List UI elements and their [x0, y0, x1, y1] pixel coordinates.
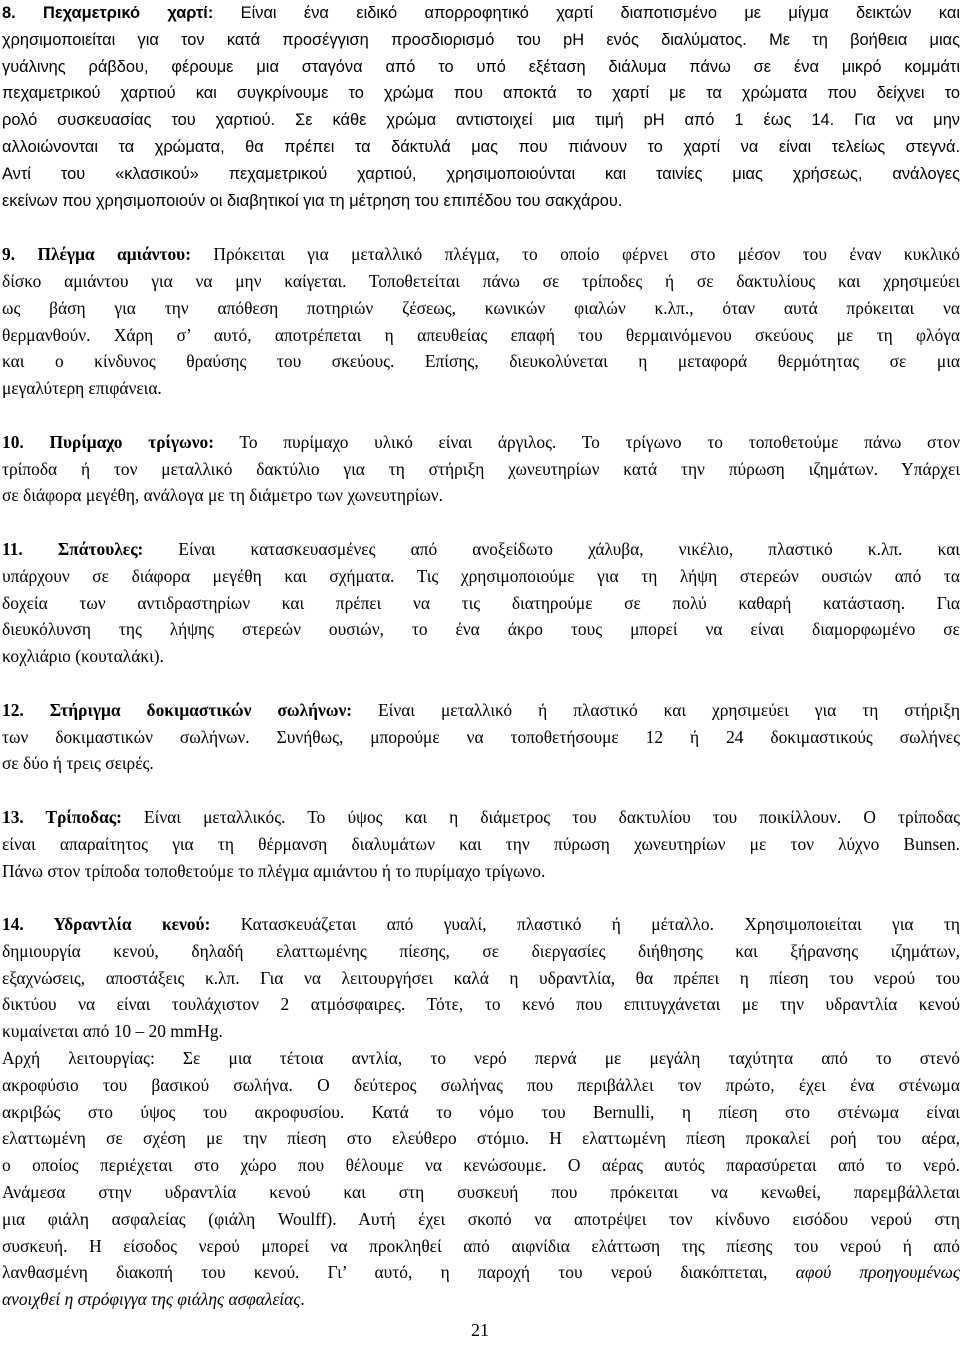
paragraph-gap: [0, 884, 960, 911]
item-9-title: Πλέγμα αμιάντου:: [37, 244, 191, 265]
paragraph-gap: [0, 777, 960, 804]
item-14-safety-line-2: μια φιάλη ασφαλείας (φιάλη Woulff). Αυτή έχει σκοπό να αποτρέψει τον κίνδυνο εισόδου νερού στη: [2, 1208, 960, 1229]
item-14-principle-line-3: ακριβώς στο ύψος του ακροφυσίου. Κατά το νόμο του Bernulli, η πίεση στο στένωμα είναι: [2, 1101, 960, 1122]
paragraph-gap: [0, 214, 960, 241]
item-14-principle-line-5: ο οποίος περιέχεται στο χώρο που θέλουμε να κενώσουμε. Ο αέρας αυτός παρασύρεται από το νερό.: [2, 1155, 960, 1176]
item-14-number: 14.: [2, 914, 54, 935]
item-14-safety-line-4: λανθασμένη διακοπή του κενού. Γι’ αυτό, η παροχή του νερού διακόπτεται, αφού προηγουμένως: [2, 1262, 960, 1283]
item-14-line-2: δημιουργία κενού, δηλαδή ελαττωμένης πίεσης, σε διεργασίες διήθησης και ξήρανσης ιζημάτων,: [2, 940, 960, 961]
item-12-number: 12.: [2, 699, 50, 720]
item-9-number: 9.: [2, 244, 38, 265]
item-13-line-3: Πάνω στον τρίποδα τοποθετούμε το πλέγμα αμιάντου ή το πυρίμαχο τρίγωνο.: [2, 860, 546, 881]
item-8-line-7: Αντί του «κλασικού» πεχαμετρικού χαρτιού, χρησιμοποιούνται και ταινίες μιας χρήσεως, ανάλογες: [2, 164, 960, 183]
item-8-line-2: χρησιμοποιείται για τον κατά προσέγγιση προσδιορισμό του pH ενός διαλύματος. Με τη βοήθεια μιας: [2, 30, 960, 49]
item-9-line-4: θερμανθούν. Χάρη σ’ αυτό, αποτρέπεται η απευθείας επαφή του θερμαινόμενου σκεύους με τη φλόγα: [2, 324, 960, 345]
item-14-safety-line-3: συσκευή. Η είσοδος νερού μπορεί να προκληθεί από αιφνίδια ελάττωση της πίεσης του νερού ή από: [2, 1235, 960, 1256]
item-13-line-2: είναι απαραίτητος για τη θέρμανση διαλυμάτων και την πύρωση χωνευτηρίων με τον λύχνο Bunsen.: [2, 833, 960, 854]
item-11-line-1: 11. Σπάτουλες: Είναι κατασκευασμένες από ανοξείδωτο χάλυβα, νικέλιο, πλαστικό κ.λπ. και: [2, 538, 960, 559]
item-9-line-6: μεγαλύτερη επιφάνεια.: [2, 378, 162, 399]
item-14-line-1: 14. Υδραντλία κενού: Κατασκευάζεται από γυαλί, πλαστικό ή μέταλλο. Χρησιμοποιείται για τη: [2, 914, 960, 935]
item-14-line-3: εξαχνώσεις, αποστάξεις κ.λπ. Για να λειτουργήσει καλά η υδραντλία, θα πρέπει η πίεση του νερού του: [2, 967, 960, 988]
item-14-title: Υδραντλία κενού:: [53, 914, 211, 935]
item-10-line-1: 10. Πυρίμαχο τρίγωνο: Το πυρίμαχο υλικό είναι άργιλος. Το τρίγωνο το τοποθετούμε πάνω στον: [2, 431, 960, 452]
item-12-line-3: σε δύο ή τρεις σειρές.: [2, 753, 154, 774]
item-9-line-1: 9. Πλέγμα αμιάντου: Πρόκειται για μεταλλικό πλέγμα, το οποίο φέρνει στο μέσον του έναν κυκλικό: [2, 244, 960, 265]
item-14-safety-line-1: Ανάμεσα στην υδραντλία κενού και στη συσκευή που πρόκειται να κενωθεί, παρεμβάλλεται: [2, 1182, 960, 1203]
italic-phrase: ανοιχθεί η στρόφιγγα της φιάλης ασφαλείας: [2, 1289, 301, 1310]
item-11-line-4: διευκόλυνση της λήψης στερεών ουσιών, το ένα άκρο τους μπορεί να είναι διαμορφωμένο σε: [2, 619, 960, 640]
item-8-line-5: ρολό συσκευασίας του χαρτιού. Σε κάθε χρώμα αντιστοιχεί μια τιμή pH από 1 έως 14. Για να μην: [2, 111, 960, 130]
item-13-line-1: 13. Τρίποδας: Είναι μεταλλικός. Το ύψος και η διάμετρος του δακτυλίου του ποικίλλουν. Ο τρίποδας: [2, 806, 960, 827]
item-14-line-4: δικτύου να είναι τουλάχιστον 2 ατμόσφαιρες. Τότε, το κενό που επιτυγχάνεται με την υδραντλία κενού: [2, 994, 960, 1015]
item-11-number: 11.: [2, 538, 58, 559]
item-9-line-2: δίσκο αμιάντου για να μην καίγεται. Τοποθετείται πάνω σε τρίποδες ή σε δακτυλίους και χρησιμεύει: [2, 270, 960, 291]
item-13-title: Τρίποδας:: [45, 806, 122, 827]
item-11-title: Σπάτουλες:: [57, 538, 144, 559]
item-8-line-6: αλλοιώνονται τα χρώματα, θα πρέπει τα δάκτυλά μας που πιάνουν το χαρτί να είναι τελείως στεγνά.: [2, 137, 960, 156]
item-10-line-2: τρίποδα ή τον μεταλλικό δακτύλιο για τη στήριξη χωνευτηρίων κατά την πύρωση ιζημάτων. Υπάρχει: [2, 458, 960, 479]
item-11-line-5: κοχλιάριο (κουταλάκι).: [2, 646, 164, 667]
item-11-line-2: υπάρχουν σε διάφορα μεγέθη και σχήματα. Τις χρησιμοποιούμε για τη λήψη στερεών ουσιών από τα: [2, 565, 960, 586]
item-9-line-5: και ο κίνδυνος θραύσης του σκεύους. Επίσης, διευκολύνεται η μεταφορά θερμότητας σε μια: [2, 351, 960, 372]
item-8-line-4: πεχαμετρικού χαρτιού και συγκρίνουμε το χρώμα που αποκτά το χαρτί με τα χρώματα που δείχνει το: [2, 84, 960, 103]
item-8-line-1: 8. Πεχαμετρικό χαρτί: Είναι ένα ειδικό απορροφητικό χαρτί διαποτισμένο με μίγμα δεικτών και: [2, 4, 960, 22]
item-14-line-5: κυμαίνεται από 10 – 20 mmHg.: [2, 1021, 223, 1042]
paragraph-gap: [0, 509, 960, 536]
item-8-heading: 8. Πεχαμετρικό χαρτί:: [2, 4, 214, 22]
item-10-title: Πυρίμαχο τρίγωνο:: [49, 431, 215, 452]
item-10-number: 10.: [2, 431, 50, 452]
item-14-principle-line-4: ελαττωμένη σε σχέση με την πίεση στο ελεύθερο στόμιο. Η ελαττωμένη πίεση προκαλεί ροή του αέρα,: [2, 1128, 960, 1149]
item-14-safety-line-5: ανοιχθεί η στρόφιγγα της φιάλης ασφαλείας.: [2, 1289, 305, 1310]
item-14-principle-line-2: ακροφύσιο του βασικού σωλήνα. Ο δεύτερος σωλήνας που περιβάλλει τον πρώτο, έχει ένα στένωμα: [2, 1074, 960, 1095]
item-14-principle-line-1: Αρχή λειτουργίας: Σε μια τέτοια αντλία, το νερό περνά με μεγάλη ταχύτητα από το στενό: [2, 1048, 960, 1069]
item-11-line-3: δοχεία των αντιδραστηρίων και πρέπει να τις διατηρούμε σε πολύ καθαρή κατάσταση. Για: [2, 592, 960, 613]
item-8-line-8: εκείνων που χρησιμοποιούν οι διαβητικοί για τη μέτρηση του επιπέδου του σακχάρου.: [2, 191, 623, 210]
item-10-line-3: σε διάφορα μεγέθη, ανάλογα με τη διάμετρο των χωνευτηρίων.: [2, 485, 443, 506]
item-12-line-1: 12. Στήριγμα δοκιμαστικών σωλήνων: Είναι μεταλλικό ή πλαστικό και χρησιμεύει για τη στήριξη: [2, 699, 960, 720]
item-12-title: Στήριγμα δοκιμαστικών σωλήνων:: [49, 699, 353, 720]
italic-phrase: αφού προηγουμένως: [795, 1262, 960, 1283]
page-number: 21: [471, 1320, 489, 1340]
item-8-line-3: γυάλινης ράβδου, φέρουμε μια σταγόνα από το υπό εξέταση διάλυμα πάνω σε ένα μικρό κομμάτι: [2, 57, 960, 76]
item-9-line-3: ως βάση για την απόθεση ποτηριών ζέσεως, κωνικών φιαλών κ.λπ., όταν αυτά πρόκειται να: [2, 297, 960, 318]
paragraph-gap: [0, 670, 960, 697]
paragraph-gap: [0, 402, 960, 429]
item-12-line-2: των δοκιμαστικών σωλήνων. Συνήθως, μπορούμε να τοποθετήσουμε 12 ή 24 δοκιμαστικούς σωλήνες: [2, 726, 960, 747]
item-13-number: 13.: [2, 806, 46, 827]
